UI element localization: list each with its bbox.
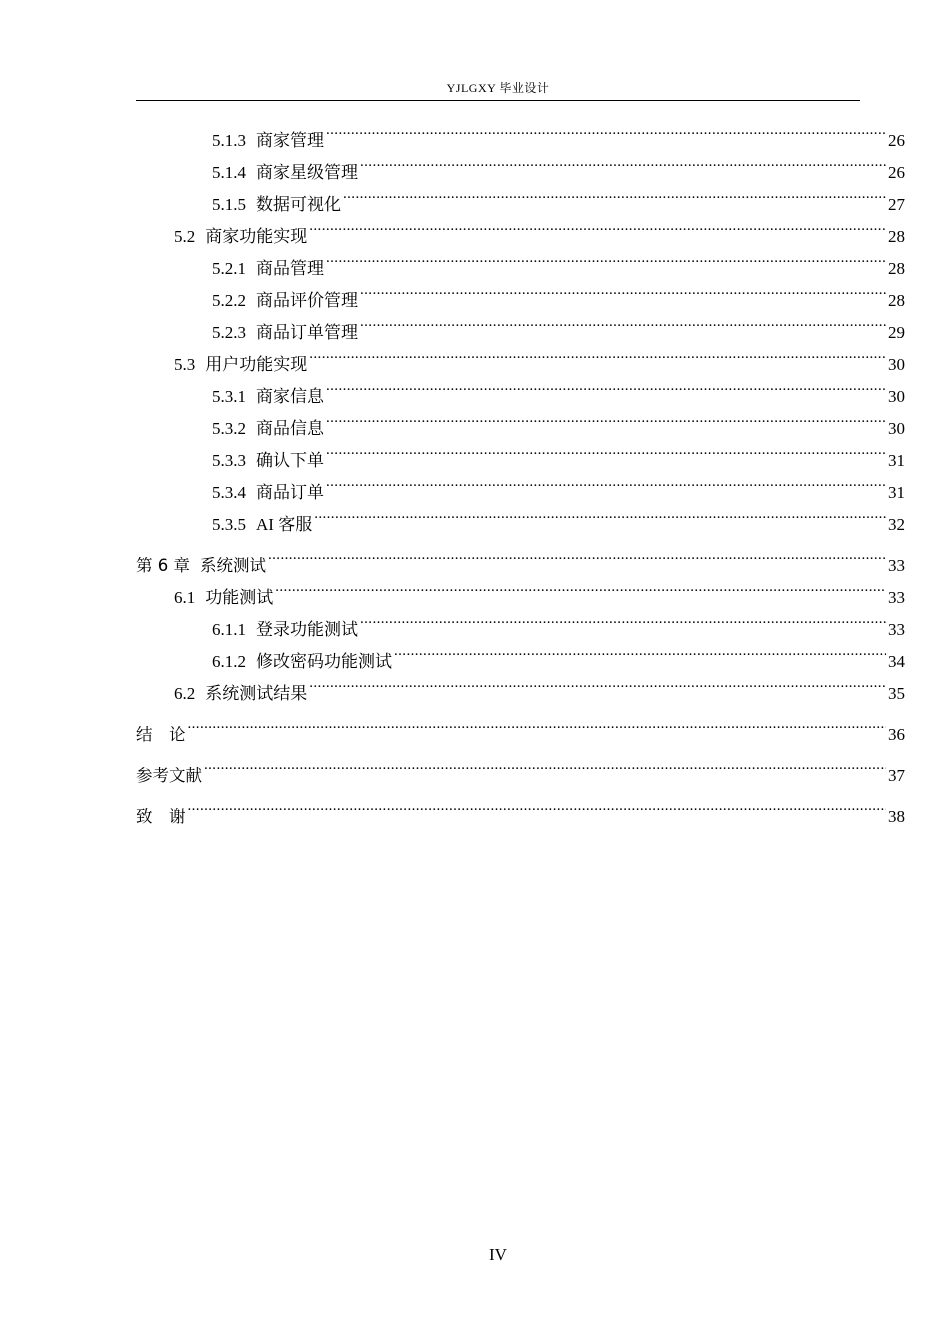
toc-entry-page: 33 <box>888 556 905 575</box>
toc-entry-number: 5.2.2 <box>212 291 246 310</box>
toc-entry-title: 系统测试 <box>200 556 266 575</box>
toc-entry-number: 5.3.5 <box>212 515 246 534</box>
toc-entry[interactable] <box>136 146 905 182</box>
toc-entry-page: 31 <box>888 483 905 502</box>
toc-entry-title: 结 论 <box>136 725 186 744</box>
toc-leader-dots <box>275 571 886 603</box>
toc-entry-number: 5.1.4 <box>212 163 246 182</box>
toc-leader-dots <box>360 603 886 635</box>
toc-entry-page: 26 <box>888 163 905 182</box>
toc-entry-title: 商家管理 <box>256 131 324 150</box>
toc-entry-title: 商品评价管理 <box>256 291 358 310</box>
toc-entry-title: 确认下单 <box>256 451 324 470</box>
toc-entry[interactable] <box>136 114 905 150</box>
toc-entry[interactable] <box>136 635 905 671</box>
toc-entry-number: 5.3.2 <box>212 419 246 438</box>
toc-entry-title: 致 谢 <box>136 807 186 826</box>
toc-entry-title: 商家星级管理 <box>256 163 358 182</box>
toc-entry-page: 28 <box>888 259 905 278</box>
toc-entry-page: 26 <box>888 131 905 150</box>
page-number: IV <box>489 1245 507 1264</box>
toc-entry[interactable] <box>136 749 905 785</box>
toc-leader-dots <box>326 466 886 498</box>
toc-entry-number: 5.2.3 <box>212 323 246 342</box>
toc-entry-page: 37 <box>888 766 905 785</box>
toc-entry[interactable] <box>136 790 905 826</box>
toc-entry-number: 5.3.3 <box>212 451 246 470</box>
toc-entry-page: 30 <box>888 355 905 374</box>
toc-leader-dots <box>326 370 886 402</box>
toc-entry[interactable] <box>136 667 905 703</box>
toc-leader-dots <box>326 402 886 434</box>
toc-entry-title: 参考文献 <box>136 766 202 785</box>
toc-entry-title: 商品订单 <box>256 483 324 502</box>
toc-entry-title: 商家信息 <box>256 387 324 406</box>
toc-entry-title: 商品管理 <box>256 259 324 278</box>
toc-entry-page: 30 <box>888 419 905 438</box>
toc-leader-dots <box>326 114 886 146</box>
toc-entry-page: 28 <box>888 291 905 310</box>
toc-entry-title: 登录功能测试 <box>256 620 358 639</box>
toc-leader-dots <box>343 178 886 210</box>
toc-entry[interactable] <box>136 178 905 214</box>
toc-leader-dots <box>188 790 887 822</box>
toc-entry-page: 27 <box>888 195 905 214</box>
toc-entry[interactable] <box>136 274 905 310</box>
toc-entry-number: 5.3.1 <box>212 387 246 406</box>
toc-entry-page: 29 <box>888 323 905 342</box>
toc-entry-number: 6.2 <box>174 684 196 703</box>
toc-entry[interactable] <box>136 306 905 342</box>
toc-entry-number: 第 6 章 <box>136 556 190 575</box>
toc-entry[interactable] <box>136 708 905 744</box>
toc-entry-number: 5.1.3 <box>212 131 246 150</box>
header-rule <box>136 100 860 101</box>
toc-entry-title: 商品信息 <box>256 419 324 438</box>
toc-entry-title: 数据可视化 <box>256 195 341 214</box>
toc-entry-page: 35 <box>888 684 905 703</box>
toc-entry[interactable] <box>136 402 905 438</box>
toc-entry-number: 5.2 <box>174 227 196 246</box>
toc-leader-dots <box>188 708 887 740</box>
toc-entry-number: 6.1 <box>174 588 196 607</box>
toc-entry-number: 5.1.5 <box>212 195 246 214</box>
toc-leader-dots <box>394 635 886 667</box>
toc-leader-dots <box>314 498 886 530</box>
toc-entry-number: 5.3 <box>174 355 196 374</box>
toc-leader-dots <box>309 210 886 242</box>
toc-entry-title: 系统测试结果 <box>205 684 308 703</box>
toc-entry-title: 商品订单管理 <box>256 323 358 342</box>
toc-entry-number: 6.1.1 <box>212 620 246 639</box>
toc-entry-title: 用户功能实现 <box>205 355 308 374</box>
toc-leader-dots <box>204 749 886 781</box>
toc-entry-page: 30 <box>888 387 905 406</box>
toc-entry-page: 28 <box>888 227 905 246</box>
toc-entry-page: 36 <box>888 725 905 744</box>
toc-leader-dots <box>360 146 886 178</box>
toc-entry-number: 5.2.1 <box>212 259 246 278</box>
toc-entry-title: 修改密码功能测试 <box>256 652 392 671</box>
toc-entry-page: 31 <box>888 451 905 470</box>
toc-leader-dots <box>309 667 886 699</box>
toc-entry[interactable] <box>136 338 905 374</box>
toc-entry-title: 商家功能实现 <box>205 227 308 246</box>
toc-leader-dots <box>360 274 886 306</box>
toc-entry-page: 38 <box>888 807 905 826</box>
toc-leader-dots <box>326 434 886 466</box>
toc-leader-dots <box>268 539 886 571</box>
toc-entry-page: 32 <box>888 515 905 534</box>
toc-leader-dots <box>360 306 886 338</box>
toc-entry-page: 33 <box>888 620 905 639</box>
page-header: YJLGXY 毕业设计 <box>446 81 550 95</box>
toc-leader-dots <box>326 242 886 274</box>
toc-leader-dots <box>309 338 886 370</box>
toc-entry-title: AI 客服 <box>256 515 313 534</box>
toc-entry-number: 6.1.2 <box>212 652 246 671</box>
toc-entry-title: 功能测试 <box>205 588 274 607</box>
toc-entry-page: 34 <box>888 652 905 671</box>
table-of-contents <box>136 114 905 826</box>
toc-entry-page: 33 <box>888 588 905 607</box>
toc-entry[interactable] <box>136 434 905 470</box>
toc-entry[interactable] <box>136 210 905 246</box>
toc-entry[interactable] <box>136 466 905 502</box>
toc-entry[interactable] <box>136 498 905 534</box>
toc-entry[interactable] <box>136 539 905 575</box>
toc-entry-number: 5.3.4 <box>212 483 246 502</box>
